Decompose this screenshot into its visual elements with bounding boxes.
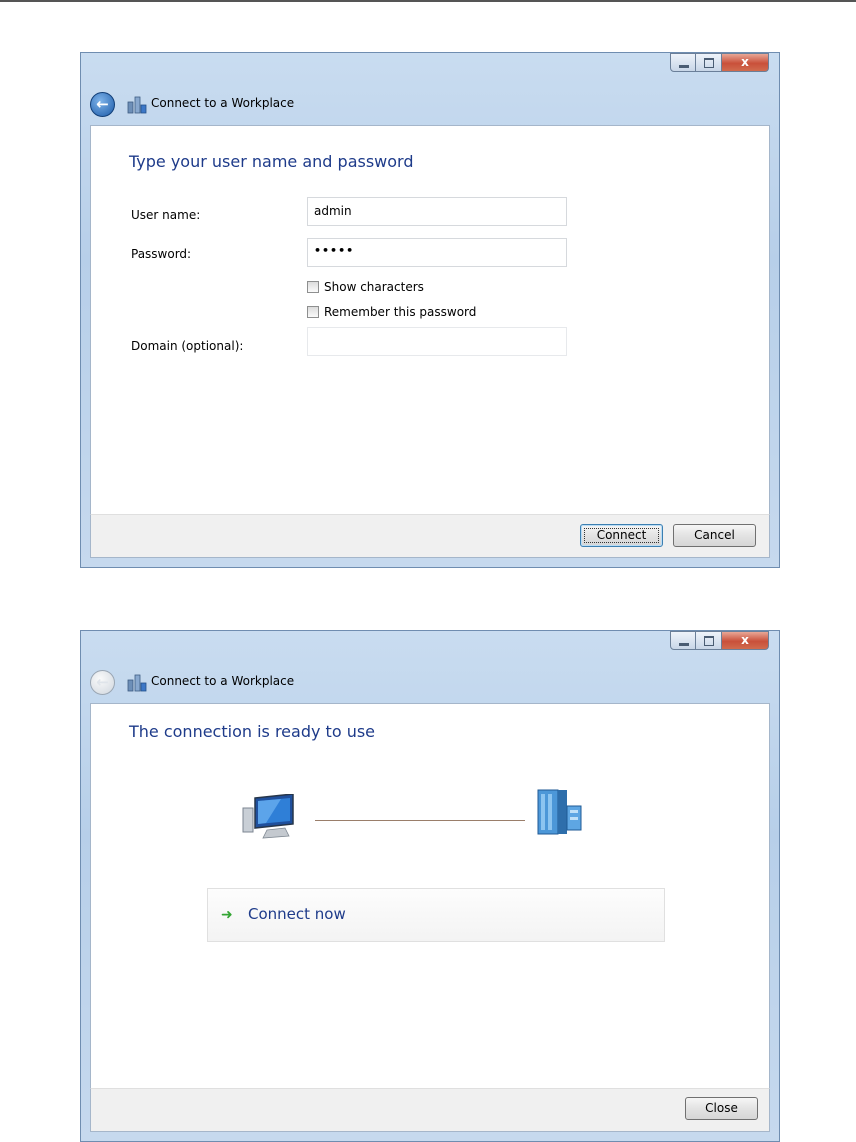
- back-arrow-icon: ←: [96, 673, 109, 691]
- close-icon: x: [741, 55, 749, 69]
- username-label: User name:: [131, 208, 201, 222]
- caption-buttons: [670, 631, 769, 654]
- window-title: Connect to a Workplace: [151, 96, 295, 110]
- maximize-icon: [704, 636, 714, 646]
- caption-buttons: [670, 53, 769, 76]
- workplace-connection-icon: [127, 96, 147, 114]
- minimize-icon: [679, 643, 689, 646]
- minimize-icon: [679, 65, 689, 68]
- page-heading: Type your user name and password: [129, 152, 414, 171]
- password-input[interactable]: •••••: [307, 238, 567, 267]
- show-characters-label: Show characters: [324, 280, 424, 294]
- page-top-rule: [0, 0, 856, 2]
- show-characters-checkbox[interactable]: [307, 281, 319, 293]
- show-characters-option[interactable]: [307, 280, 424, 294]
- maximize-icon: [704, 58, 714, 68]
- close-icon: x: [741, 633, 749, 647]
- connect-workplace-ready-window: [80, 630, 780, 1142]
- window-title: Connect to a Workplace: [151, 674, 295, 688]
- minimize-button[interactable]: [670, 53, 696, 72]
- wizard-content: [90, 703, 770, 1089]
- connect-workplace-credentials-window: [80, 52, 780, 568]
- back-button[interactable]: [90, 92, 115, 117]
- connection-line: [315, 820, 525, 821]
- server-icon: [534, 788, 584, 836]
- page-heading: The connection is ready to use: [129, 722, 376, 741]
- wizard-footer: [90, 514, 770, 558]
- remember-password-label: Remember this password: [324, 305, 477, 319]
- maximize-button[interactable]: [696, 631, 722, 650]
- remember-password-checkbox[interactable]: [307, 306, 319, 318]
- workplace-connection-icon: [127, 674, 147, 692]
- close-window-button[interactable]: [722, 53, 769, 72]
- password-label: Password:: [131, 247, 192, 261]
- back-arrow-icon: ←: [96, 95, 109, 113]
- green-arrow-icon: ➜: [221, 907, 233, 923]
- username-input[interactable]: admin: [307, 197, 567, 226]
- maximize-button[interactable]: [696, 53, 722, 72]
- wizard-content: [90, 125, 770, 515]
- wizard-footer: [90, 1088, 770, 1132]
- domain-input[interactable]: [307, 327, 567, 356]
- cancel-button-label: Cancel: [694, 528, 735, 542]
- connect-button-label: Connect: [596, 528, 647, 542]
- connect-now-label: Connect now: [248, 905, 346, 923]
- close-button-label: Close: [705, 1101, 738, 1115]
- computer-icon: [241, 794, 299, 842]
- close-button[interactable]: [685, 1097, 758, 1120]
- domain-label: Domain (optional):: [131, 339, 244, 353]
- back-button[interactable]: [90, 670, 115, 695]
- remember-password-option[interactable]: [307, 305, 476, 319]
- cancel-button[interactable]: [673, 524, 756, 547]
- minimize-button[interactable]: [670, 631, 696, 650]
- connect-now-link[interactable]: [207, 888, 665, 942]
- connect-button[interactable]: [580, 524, 663, 547]
- close-window-button[interactable]: [722, 631, 769, 650]
